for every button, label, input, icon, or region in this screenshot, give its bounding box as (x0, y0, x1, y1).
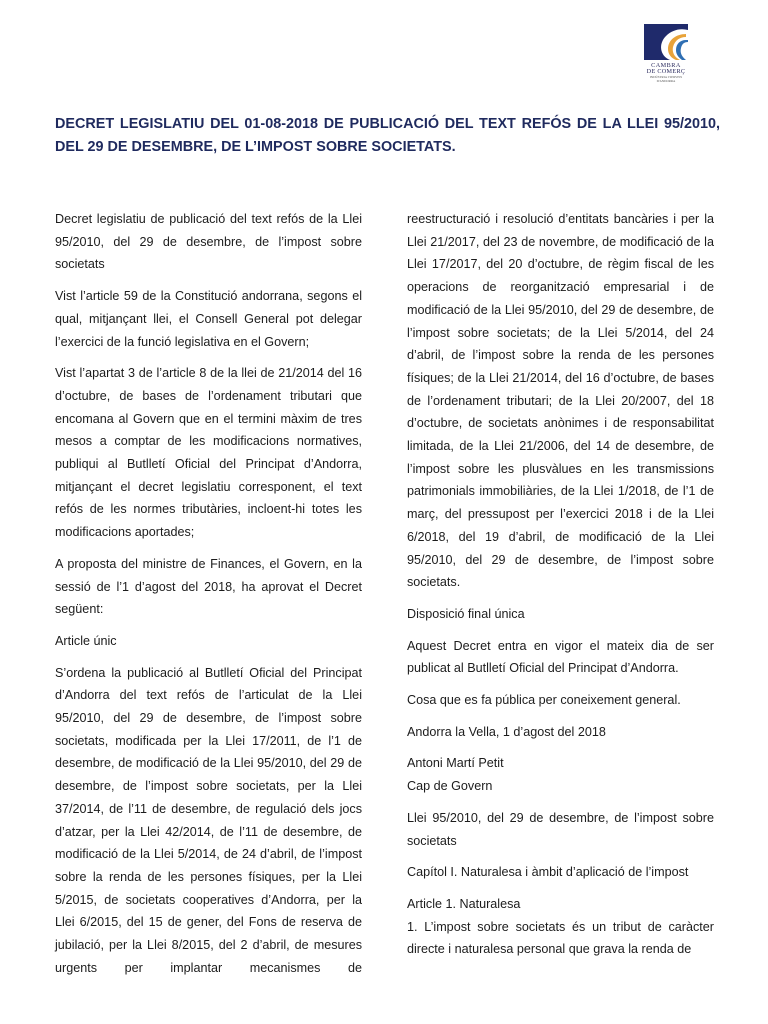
final-provision-heading: Disposició final única (407, 606, 525, 621)
signatory-name: Antoni Martí Petit (407, 756, 504, 771)
chamber-of-commerce-logo (640, 22, 692, 96)
logo-text-line-3: INDÚSTRIA I SERVEIS (649, 75, 683, 80)
article-1-heading: Article 1. Naturalesa (407, 896, 521, 911)
chapter-heading: Capítol I. Naturalesa i àmbit d’aplicació de l’impost (407, 865, 689, 880)
logo-text-line-4: D'ANDORRA (656, 78, 676, 83)
intro-paragraph: Decret legislatiu de publicació del text refós de la Llei 95/2010, del 29 de desembre, de l’impost sobre societats (55, 212, 362, 272)
logo-text-line-2: DE COMERÇ (646, 68, 686, 76)
logo-emblem-icon (640, 22, 692, 62)
place-date: Andorra la Vella, 1 d’agost del 2018 (407, 724, 606, 739)
article-1-paragraph: 1. L’impost sobre societats és un tribut de caràcter directe i naturalesa personal que grava la renda de (407, 919, 714, 957)
final-provision-paragraph: Aquest Decret entra en vigor el mateix dia de ser publicat al Butlletí Oficial del Principat d’Andorra. (407, 638, 714, 676)
constitution-paragraph: Vist l’article 59 de la Constitució andorrana, segons el qual, mitjançant llei, el Consell General pot delegar l’exercici de la funció legislativa en el Govern; (55, 289, 362, 349)
document-title: DECRET LEGISLATIU DEL 01-08-2018 DE PUBLICACIÓ DEL TEXT REFÓS DE LA LLEI 95/2010, DEL 29 DE DESEMBRE, DE L’IMPOST SOBRE SOCIETATS. (55, 116, 720, 155)
tax-law-paragraph: Vist l’apartat 3 de l’article 8 de la llei de 21/2014 del 16 d’octubre, de bases de l’ordenament tributari que encomana al Govern que en el termini màxim de tres mesos a comptar de les modificacions normatives, publiqui al Butlletí Oficial del Principat d’Andorra, mitjançant el decret legislatiu corresponent, el text refós de les normes tributàries, incloent-hi totes les modificacions aportades; (55, 366, 362, 540)
left-column (55, 208, 362, 989)
article-heading: Article únic (55, 633, 117, 648)
right-column (407, 208, 714, 970)
publication-paragraph: Cosa que es fa pública per coneixement general. (407, 693, 681, 708)
article-body-continuation: reestructuració i resolució d’entitats bancàries i per la Llei 21/2017, del 23 de novembre, de modificació de la Llei 17/2017, del 20 d’octubre, de règim fiscal de les operacions de reorganització empresarial i de modificació de la Llei 95/2010, del 29 de desembre, de l’impost sobre societats; de la Llei 5/2014, del 24 d’abril, de l’impost sobre la renda de les persones físiques; de la Llei 21/2014, del 16 d’octubre, de bases de l’ordenament tributari; de la Llei 20/2007, del 18 d’octubre, de societats anònimes i de responsabilitat limitada, de la Llei 21/2006, del 14 de desembre, de l’impost sobre les plusvàlues en les transmissions patrimonials immobiliàries, de la Llei 1/2018, de l’1 de març, del pressupost per l’exercici 2018 i de la Llei 6/2018, del 19 d’abril, de modificació de la Llei 95/2010, del 29 de desembre, de l’impost sobre societats. (407, 212, 714, 590)
proposal-paragraph: A proposta del ministre de Finances, el Govern, en la sessió de l’1 d’agost del 2018, ha aprovat el Decret següent: (55, 556, 362, 617)
law-title: Llei 95/2010, del 29 de desembre, de l’impost sobre societats (407, 810, 714, 848)
logo-text-line-1: CAMBRA (651, 62, 681, 69)
article-body-paragraph: S’ordena la publicació al Butlletí Oficial del Principat d’Andorra del text refós de l’articulat de la Llei 95/2010, del 29 de desembre, de l’impost sobre societats, modificada per la Llei 17/2011, de l’1 de desembre, de modificació de la Llei 95/2010, del 29 de desembre, de l’impost sobre societats, per la Llei 37/2014, de l’11 de desembre, de regulació dels jocs d’atzar, per la Llei 42/2014, de l’11 de desembre, de modificació de la Llei 5/2014, de 24 d’abril, de l’impost sobre la renda de les persones físiques, per la Llei 5/2015, de societats cooperatives d’Andorra, per la Llei 6/2015, del 15 de gener, del Fons de reserva de jubilació, per la Llei 8/2015, del 2 d’abril, de mesures urgents per implantar mecanismes de (55, 665, 362, 975)
signatory-role: Cap de Govern (407, 779, 493, 794)
